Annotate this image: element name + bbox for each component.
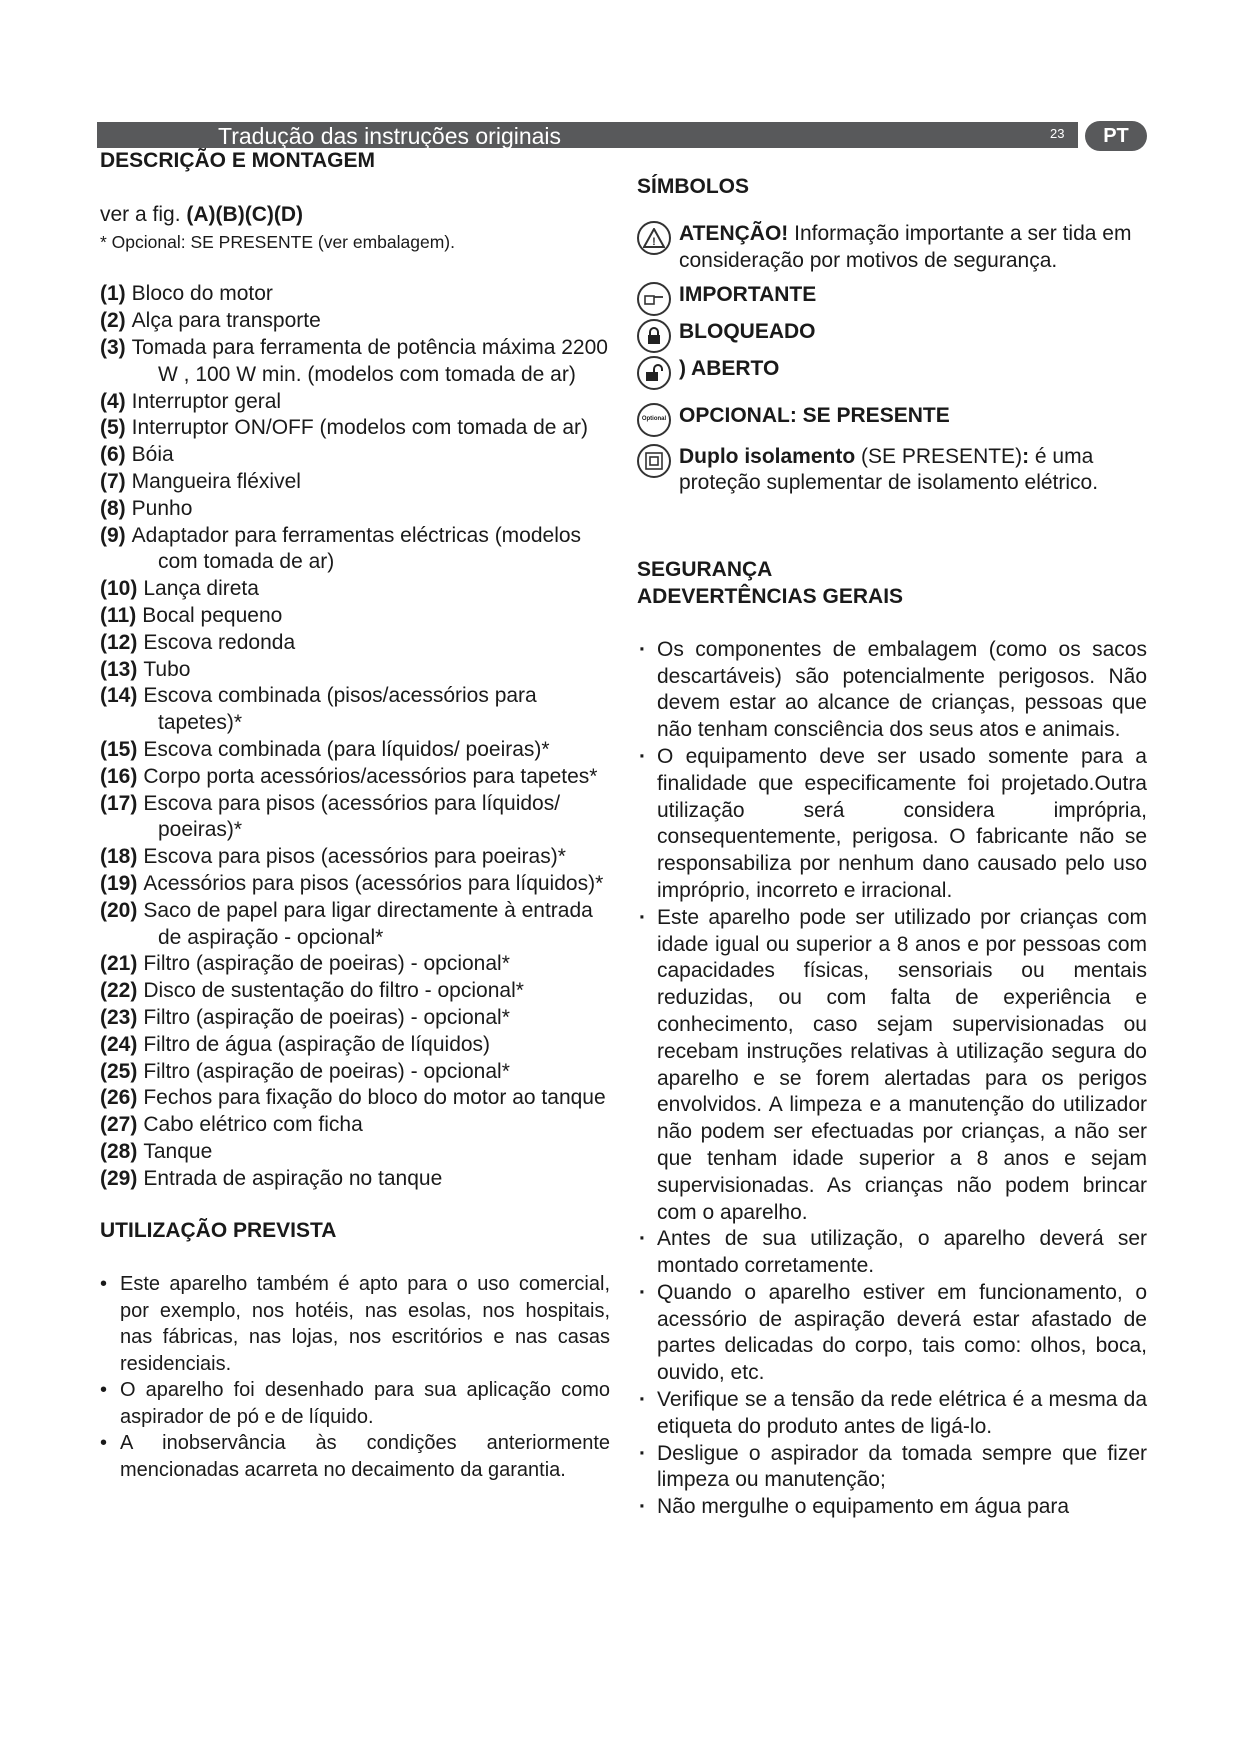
right-column [637,174,1147,1521]
component-item [100,1059,610,1086]
left-column [100,148,610,1483]
component-number: (16) [100,764,138,788]
component-item [100,496,610,523]
component-item [100,1166,610,1193]
component-text: Mangueira fléxivel [131,469,301,493]
component-text: Fechos para fixação do bloco do motor ao tanque [143,1086,606,1110]
component-number: (6) [100,443,126,467]
component-text: Saco de papel para ligar directamente à entrada de aspiração - opcional* [143,898,593,949]
component-number: (20) [100,898,138,922]
component-number: (21) [100,952,138,976]
component-number: (19) [100,871,138,895]
figure-reference [100,202,610,229]
component-item [100,630,610,657]
component-item [100,1032,610,1059]
component-number: (9) [100,523,126,547]
component-item [100,737,610,764]
component-number: (8) [100,496,126,520]
component-item [100,898,610,952]
safety-item: · Os componentes de embalagem (como os sacos descartáveis) são potencialmente perigosos. Não devem estar ao alcance de crianças, pessoas que não tenham consciência dos seus atos e animais. [637,637,1147,744]
component-number: (15) [100,737,138,761]
component-number: (12) [100,630,138,654]
component-text: Acessórios para pisos (acessórios para líquidos)* [143,871,604,895]
component-text: Corpo porta acessórios/acessórios para tapetes* [143,764,598,788]
important-label: IMPORTANTE [679,283,817,307]
component-text: Tanque [143,1139,213,1163]
warning-triangle-icon [637,221,671,255]
component-text: Interruptor geral [131,389,282,413]
component-number: (10) [100,577,138,601]
component-text: Tubo [143,657,191,681]
component-item [100,389,610,416]
safety-item: · Não mergulhe o equipamento em água para [637,1494,1147,1521]
section-title-description: DESCRIÇÃO E MONTAGEM [100,149,375,172]
component-text: Adaptador para ferramentas eléctricas (modelos com tomada de ar) [131,523,582,574]
safety-item: · O equipamento deve ser usado somente para a finalidade que especificamente foi projetado.Outra utilização será considera imprópria, consequentemente, perigosa. O fabricante não se responsabiliza por nenhum dano causado pelo uso impróprio, incorreto e irracional. [637,744,1147,905]
component-text: Filtro (aspiração de poeiras) - opcional* [143,1005,510,1029]
component-number: (18) [100,845,138,869]
component-text: Bocal pequeno [142,603,283,627]
component-number: (27) [100,1113,138,1137]
svg-text:!: ! [652,235,656,248]
component-item [100,469,610,496]
component-item [100,415,610,442]
component-item [100,951,610,978]
component-item [100,576,610,603]
component-text: Escova combinada (para líquidos/ poeiras)* [143,737,550,761]
safety-item: · Este aparelho pode ser utilizado por crianças com idade igual ou superior a 8 anos e por pessoas com capacidades físicas, sensoriais ou mentais reduzidas, ou com falta de experiência e conhecimento, caso sejam supervisionadas ou recebam instruções relativas à utilização segura do aparelho e se forem alertadas para os perigos envolvidos. A limpeza e a manutenção do utilizador não podem ser efectuadas por crianças, a não ser que tenham idade superior a 8 anos e sejam supervisionadas. As crianças não podem brincar com o aparelho. [637,905,1147,1227]
component-text: Lança direta [143,577,259,601]
component-number: (14) [100,684,138,708]
component-number: (7) [100,469,126,493]
symbol-optional [637,403,1147,430]
open-label: ) ABERTO [679,356,780,380]
warning-label: ATENÇÃO! [679,221,789,245]
usage-item: • A inobservância às condições anteriormente mencionadas acarreta no decaimento da garantia. [100,1430,610,1483]
usage-item: • O aparelho foi desenhado para sua aplicação como aspirador de pó e de líquido. [100,1377,610,1430]
section-title-safety: SEGURANÇA [637,558,773,582]
component-item [100,791,610,845]
section-title-symbols: SÍMBOLOS [637,175,750,198]
component-text: Cabo elétrico com ficha [143,1113,363,1137]
usage-item: • Este aparelho também é apto para o uso comercial, por exemplo, nos hotéis, nas esolas, nos hospitais, nas fábricas, nas lojas, nos escritórios e nas casas residenciais. [100,1271,610,1377]
component-item [100,764,610,791]
locked-label: BLOQUEADO [679,320,816,344]
header-title: Tradução das instruções originais [218,123,562,149]
component-text: Escova para pisos (acessórios para líquidos/ poeiras)* [143,791,561,842]
component-text: Bloco do motor [131,282,273,306]
safety-list [637,637,1147,1521]
section-title-usage: UTILIZAÇÃO PREVISTA [100,1219,337,1243]
usage-list [100,1271,610,1483]
component-text: Alça para transporte [131,309,321,333]
component-number: (11) [100,603,137,627]
figure-reference-prefix: ver a fig. [100,202,181,226]
component-item [100,603,610,630]
component-number: (25) [100,1059,138,1083]
component-number: (23) [100,1005,138,1029]
language-badge: PT [1085,121,1147,151]
component-text: Tomada para ferramenta de potência máxima 2200 W , 100 W min. (modelos com tomada de ar) [131,335,608,386]
warning-text: Informação importante a ser tida em consideração por motivos de segurança. [679,221,1132,272]
component-item [100,844,610,871]
safety-item: · Desligue o aspirador da tomada sempre que fizer limpeza ou manutenção; [637,1441,1147,1495]
component-number: (2) [100,309,126,333]
component-number: (26) [100,1086,138,1110]
padlock-open-icon [637,356,671,390]
component-text: Filtro (aspiração de poeiras) - opcional* [143,1059,510,1083]
double-insulation-condition: (SE PRESENTE) [861,444,1023,468]
symbol-double-insulation [637,444,1147,498]
component-text: Escova para pisos (acessórios para poeiras)* [143,845,566,869]
double-insulation-colon: : [1022,444,1030,468]
component-text: Entrada de aspiração no tanque [143,1166,443,1190]
section-title-warnings: ADEVERTÊNCIAS GERAIS [637,584,904,608]
symbol-warning [637,221,1147,275]
optional-note: * Opcional: SE PRESENTE (ver embalagem). [100,231,455,252]
safety-item: · Antes de sua utilização, o aparelho deverá ser montado corretamente. [637,1226,1147,1280]
optional-icon: Optional [637,403,671,437]
component-item [100,1112,610,1139]
padlock-closed-icon [637,319,671,353]
component-text: Disco de sustentação do filtro - opcional* [143,979,524,1003]
pointing-hand-icon [637,282,671,316]
component-item [100,308,610,335]
component-number: (3) [100,335,126,359]
double-insulation-label: Duplo isolamento [679,444,856,468]
component-item [100,523,610,577]
symbol-open [637,356,1147,383]
component-text: Bóia [131,443,174,467]
component-number: (5) [100,416,126,440]
component-item [100,871,610,898]
component-item [100,978,610,1005]
page-number: 23 [1050,126,1065,141]
symbol-locked [637,319,1147,346]
component-text: Filtro de água (aspiração de líquidos) [143,1032,491,1056]
symbol-important [637,282,1147,309]
double-insulation-text: é uma proteção suplementar de isolamento elétrico. [679,444,1099,495]
component-number: (29) [100,1166,138,1190]
double-insulation-icon [637,444,671,478]
component-item [100,1139,610,1166]
component-text: Interruptor ON/OFF (modelos com tomada de ar) [131,416,588,440]
safety-item: · Quando o aparelho estiver em funcionamento, o acessório de aspiração deverá estar afastado de partes delicadas do corpo, tais como: olhos, boca, ouvido, etc. [637,1280,1147,1387]
component-number: (13) [100,657,138,681]
component-item [100,442,610,469]
component-number: (28) [100,1139,138,1163]
component-number: (24) [100,1032,138,1056]
component-text: Filtro (aspiração de poeiras) - opcional* [143,952,510,976]
component-text: Punho [131,496,193,520]
components-list [100,281,610,1192]
safety-item: · Verifique se a tensão da rede elétrica é a mesma da etiqueta do produto antes de ligá-lo. [637,1387,1147,1441]
component-item [100,683,610,737]
component-number: (22) [100,979,138,1003]
component-item [100,1085,610,1112]
component-number: (17) [100,791,138,815]
component-item [100,281,610,308]
optional-label: OPCIONAL: SE PRESENTE [679,403,950,427]
component-item [100,1005,610,1032]
component-item [100,657,610,684]
component-number: (4) [100,389,126,413]
figure-reference-labels: (A)(B)(C)(D) [186,202,303,226]
component-text: Escova redonda [143,630,296,654]
component-item [100,335,610,389]
component-number: (1) [100,282,126,306]
component-text: Escova combinada (pisos/acessórios para tapetes)* [143,684,537,735]
